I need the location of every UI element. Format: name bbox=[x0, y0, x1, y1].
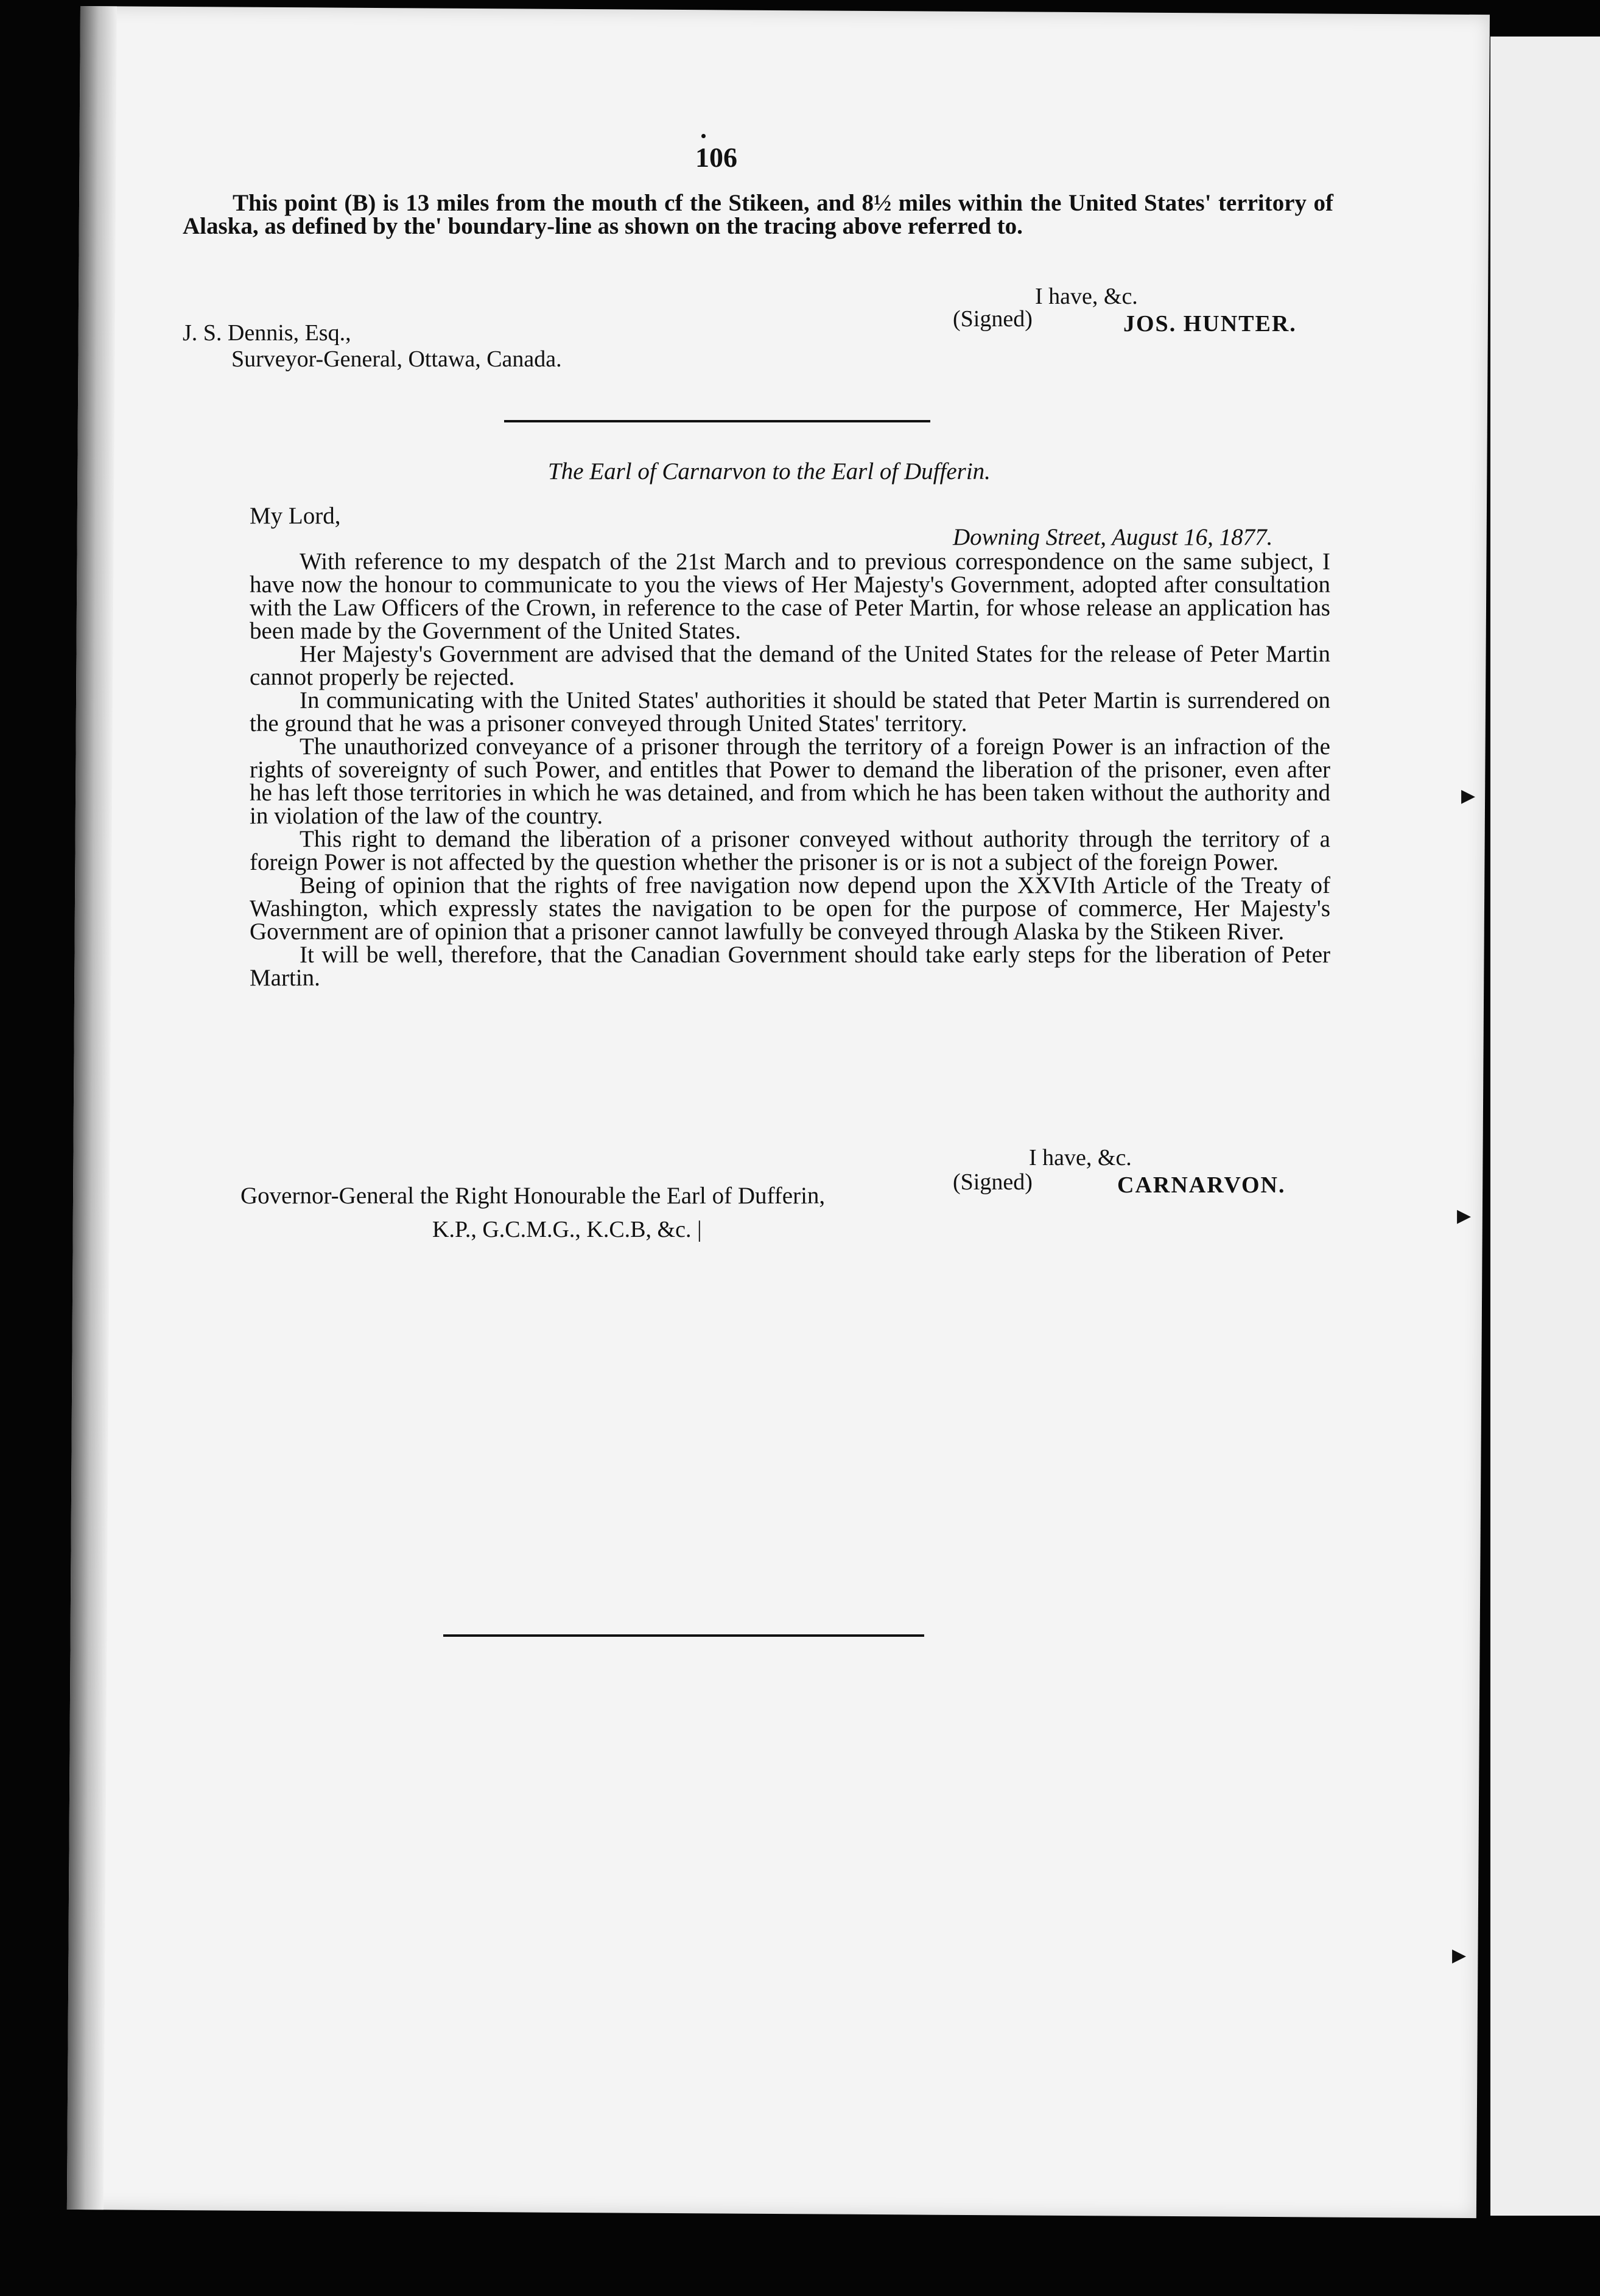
dateline: Downing Street, August 16, 1877. bbox=[953, 524, 1273, 550]
hunter-letter-body bbox=[183, 192, 1333, 238]
carnarvon-paragraph: This right to demand the liberation of a prisoner conveyed without authority through the territory of a foreign Power is not affected by the question whether the prisoner is or is not a subject of the foreign Power. bbox=[250, 826, 1330, 875]
carnarvon-signature: CARNARVON. bbox=[1117, 1172, 1286, 1198]
carnarvon-addressee-line1: Governor-General the Right Honourable the Earl of Dufferin, bbox=[240, 1183, 826, 1209]
carnarvon-paragraph: It will be well, therefore, that the Canadian Government should take early steps for the liberation of Peter Martin. bbox=[250, 942, 1330, 991]
page-number: 106 bbox=[695, 142, 737, 173]
binding-arrow-icon: ▶ bbox=[1461, 785, 1476, 807]
carnarvon-paragraph: With reference to my despatch of the 21st March and to previous correspondence on the same subject, I have now the honour to communicate to you the views of Her Majesty's Government, adopted after consultation with the Law Officers of the Crown, in reference to the case of Peter Martin, for whose release an application has been made by the Government of the United States. bbox=[250, 548, 1330, 644]
binding-arrow-icon: ▶ bbox=[1457, 1205, 1472, 1227]
hunter-signature: JOS. HUNTER. bbox=[1123, 311, 1297, 337]
end-divider bbox=[443, 1634, 924, 1637]
carnarvon-paragraph: The unauthorized conveyance of a prisoner through the territory of a foreign Power is an infraction of the rights of sovereignty of such Power, and entitles that Power to demand the liberation of the prisoner, even after he has left those territories in which he was detained, and from which he has been taken without the authority and in violation of the law of the country. bbox=[250, 733, 1330, 829]
carnarvon-paragraph: Being of opinion that the rights of free navigation now depend upon the XXVIth Article of the Treaty of Washington, which expressly states the navigation to be open for the purpose of commerce, Her Majesty's Government are of opinion that a prisoner cannot lawfully be conveyed through Alaska by the Stikeen River. bbox=[250, 872, 1330, 945]
carnarvon-closing: I have, &c. bbox=[1029, 1145, 1132, 1171]
carnarvon-letter-body bbox=[250, 530, 1330, 990]
facing-page-edge bbox=[1490, 37, 1600, 2216]
hunter-closing: I have, &c. bbox=[1035, 284, 1138, 309]
ink-speck bbox=[701, 134, 706, 138]
hunter-addressee-title: Surveyor-General, Ottawa, Canada. bbox=[231, 346, 562, 372]
carnarvon-addressee-line2: K.P., G.C.M.G., K.C.B, &c. | bbox=[432, 1217, 702, 1242]
hunter-addressee-name: J. S. Dennis, Esq., bbox=[183, 320, 351, 346]
salutation: My Lord, bbox=[250, 503, 341, 529]
hunter-signed-label: (Signed) bbox=[953, 306, 1033, 332]
carnarvon-letter-heading: The Earl of Carnarvon to the Earl of Dufferin. bbox=[548, 458, 991, 485]
binding-arrow-icon: ▶ bbox=[1452, 1945, 1467, 1966]
section-divider bbox=[504, 420, 930, 422]
hunter-paragraph: This point (B) is 13 miles from the mouth cf the Stikeen, and 8½ miles within the United States' territory of Alaska, as defined by the' boundary-line as shown on the tracing above referred to. bbox=[183, 190, 1333, 239]
carnarvon-signed-label: (Signed) bbox=[953, 1169, 1033, 1195]
carnarvon-paragraph: Her Majesty's Government are advised that the demand of the United States for the release of Peter Martin cannot properly be rejected. bbox=[250, 641, 1330, 690]
carnarvon-paragraph: In communicating with the United States' authorities it should be stated that Peter Martin is surrendered on the ground that he was a prisoner conveyed through United States' territory. bbox=[250, 687, 1330, 737]
